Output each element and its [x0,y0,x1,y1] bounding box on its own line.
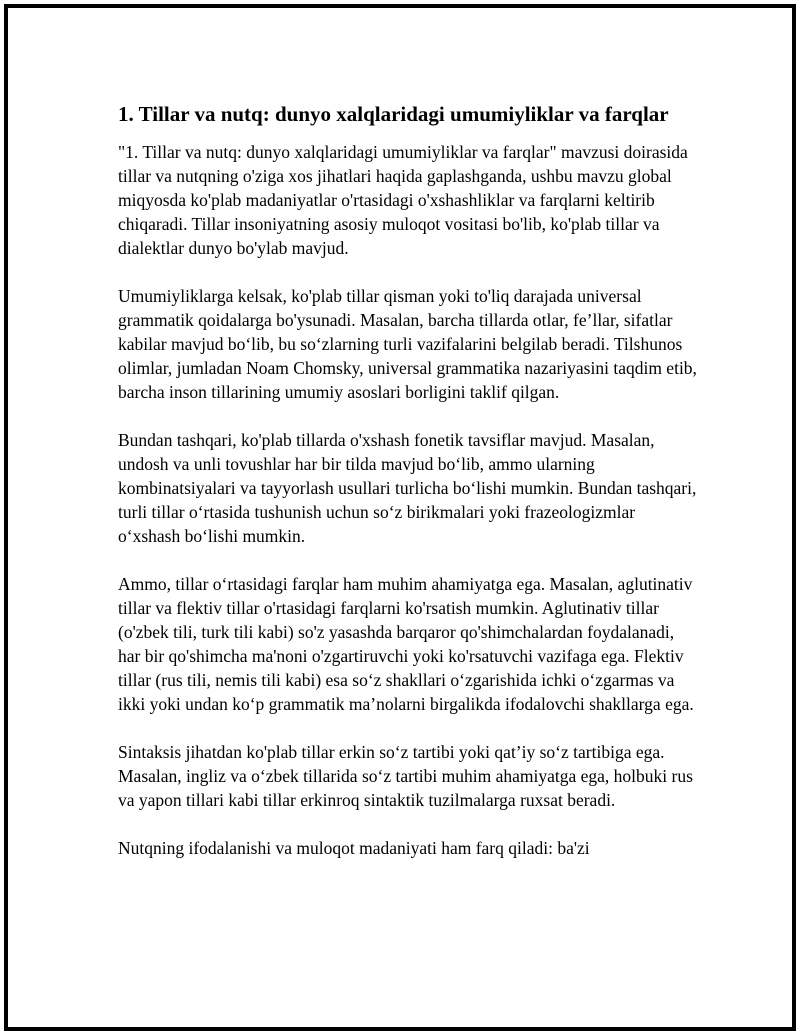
paragraph-2: Umumiyliklarga kelsak, ko'plab tillar qisman yoki to'liq darajada universal grammatik qoidalarga bo'ysunadi. Masalan, barcha tillarda otlar, fe’llar, sifatlar kabilar mavjud bo‘lib, bu so‘zlarning turli vazifalarini belgilab beradi. Tilshunos olimlar, jumladan Noam Chomsky, universal grammatika nazariyasini taqdim etib, barcha inson tillarining umumiy asoslari borligini taklif qilgan. [118,286,697,402]
page-frame [4,4,796,1031]
paragraph-4: Ammo, tillar o‘rtasidagi farqlar ham muhim ahamiyatga ega. Masalan, aglutinativ tillar va flektiv tillar o'rtasidagi farqlarni ko'rsatish mumkin. Aglutinativ tillar (o'zbek tili, turk tili kabi) so'z yasashda barqaror qo'shimchalardan foydalanadi, har bir qo'shimcha ma'noni o'zgartiruvchi yoki ko'rsatuvchi vazifaga ega. Flektiv tillar (rus tili, nemis tili kabi) esa so‘z shakllari o‘zgarishida ichki o‘zgarmas va ikki yoki undan ko‘p grammatik ma’nolarni birgalikda ifodalovchi shakllarga ega. [118,574,694,714]
document-body [118,100,698,884]
document-title: 1. Tillar va nutq: dunyo xalqlaridagi umumiyliklar va farqlar [118,102,669,126]
paragraph-1: "1. Tillar va nutq: dunyo xalqlaridagi umumiyliklar va farqlar" mavzusi doirasida tillar va nutqning o'ziga xos jihatlari haqida gaplashganda, ushbu mavzu global miqyosda ko'plab madaniyatlar o'rtasidagi o'xshashliklar va farqlarni keltirib chiqaradi. Tillar insoniyatning asosiy muloqot vositasi bo'lib, ko'plab tillar va dialektlar dunyo bo'ylab mavjud. [118,142,688,258]
paragraph-3: Bundan tashqari, ko'plab tillarda o'xshash fonetik tavsiflar mavjud. Masalan, undosh va unli tovushlar har bir tilda mavjud bo‘lib, ammo ularning kombinatsiyalari va tayyorlash usullari turlicha bo‘lishi mumkin. Bundan tashqari, turli tillar o‘rtasida tushunish uchun so‘z birikmalari yoki frazeologizmlar o‘xshash bo‘lishi mumkin. [118,430,697,546]
paragraph-6: Nutqning ifodalanishi va muloqot madaniyati ham farq qiladi: ba'zi [118,838,590,858]
paragraph-5: Sintaksis jihatdan ko'plab tillar erkin so‘z tartibi yoki qat’iy so‘z tartibiga ega. Masalan, ingliz va o‘zbek tillarida so‘z tartibi muhim ahamiyatga ega, holbuki rus va yapon tillari kabi tillar erkinroq sintaktik tuzilmalarga ruxsat beradi. [118,742,693,810]
